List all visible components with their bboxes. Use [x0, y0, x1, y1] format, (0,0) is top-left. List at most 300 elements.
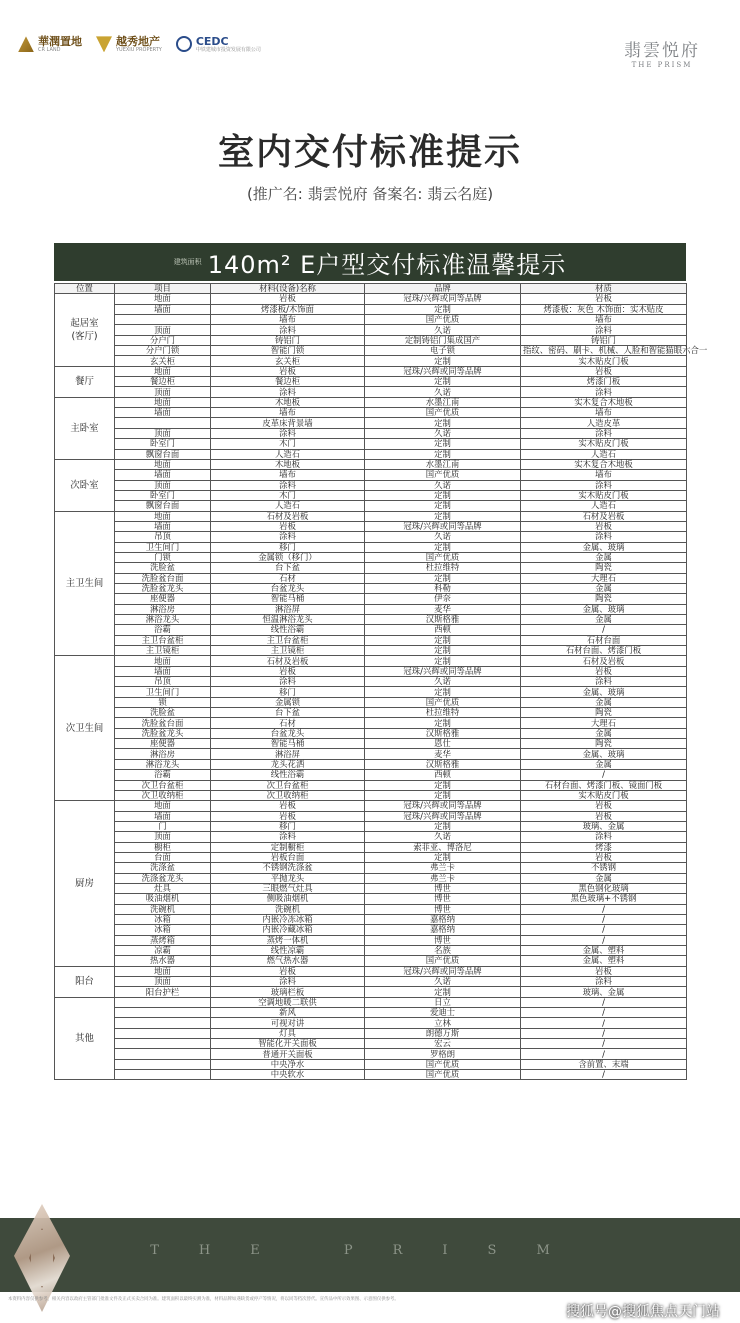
texture-cell: 实木贴皮门板	[521, 790, 687, 800]
brand-cell: 久诺	[365, 677, 521, 687]
brand-cell: 定制	[365, 304, 521, 314]
brand-cell: 定制	[365, 790, 521, 800]
table-row	[55, 387, 687, 397]
texture-cell: 金属	[521, 759, 687, 769]
material-cell: 木门	[211, 490, 365, 500]
texture-cell: /	[521, 925, 687, 935]
item-cell	[115, 1039, 211, 1049]
material-cell: 智能马桶	[211, 739, 365, 749]
header	[0, 0, 740, 80]
material-cell: 岩板	[211, 366, 365, 376]
brand-cell: 冠珠/兴辉或同等品牌	[365, 666, 521, 676]
material-cell: 恒温淋浴龙头	[211, 615, 365, 625]
brand-cell: 宏云	[365, 1039, 521, 1049]
material-cell: 次卫台盆柜	[211, 780, 365, 790]
header-brand: 品牌	[365, 284, 521, 294]
brand-cell: 杜拉维特	[365, 563, 521, 573]
brand-cell: 久诺	[365, 428, 521, 438]
brand-cell: 定制	[365, 687, 521, 697]
brand-cell: 久诺	[365, 832, 521, 842]
brand-cell: 冠珠/兴辉或同等品牌	[365, 294, 521, 304]
texture-cell: 岩板	[521, 366, 687, 376]
texture-cell: /	[521, 770, 687, 780]
brand-cell: 冠珠/兴辉或同等品牌	[365, 366, 521, 376]
table-row	[55, 801, 687, 811]
texture-cell: 金属	[521, 615, 687, 625]
texture-cell: 陶瓷	[521, 708, 687, 718]
texture-cell: 金属、玻璃	[521, 542, 687, 552]
material-cell: 台盆龙头	[211, 583, 365, 593]
brand-name-cn: 翡雲悦府	[624, 41, 700, 61]
texture-cell: /	[521, 914, 687, 924]
brand-cell: 定制	[365, 821, 521, 831]
cedc-logo-icon	[176, 36, 192, 52]
watermark: 搜狐号@搜狐焦点天门站	[566, 1304, 720, 1320]
texture-cell: 岩板	[521, 666, 687, 676]
texture-cell: 烤漆	[521, 842, 687, 852]
table-row	[55, 987, 687, 997]
brand-cell: 博世	[365, 935, 521, 945]
item-cell: 阳台护栏	[115, 987, 211, 997]
brand-cell: 水墨江南	[365, 459, 521, 469]
table-row	[55, 759, 687, 769]
material-cell: 岩板台面	[211, 852, 365, 862]
texture-cell: 黑色玻璃+不锈钢	[521, 894, 687, 904]
material-cell: 内嵌冷藏冰箱	[211, 925, 365, 935]
item-cell: 飘窗台面	[115, 449, 211, 459]
item-cell	[115, 418, 211, 428]
item-cell: 淋浴龙头	[115, 759, 211, 769]
table-row	[55, 728, 687, 738]
texture-cell: 金属	[521, 583, 687, 593]
material-cell: 烤漆板/木饰面	[211, 304, 365, 314]
texture-cell: 人造石	[521, 449, 687, 459]
material-cell: 墙布	[211, 470, 365, 480]
item-cell: 地面	[115, 459, 211, 469]
brand-cell: 国产优质	[365, 408, 521, 418]
material-cell: 中央净水	[211, 1059, 365, 1069]
brand-cell: 冠珠/兴辉或同等品牌	[365, 801, 521, 811]
table-row	[55, 346, 687, 356]
material-cell: 智能马桶	[211, 594, 365, 604]
brand-cell: 定制	[365, 656, 521, 666]
brand-cell: 国产优质	[365, 956, 521, 966]
brand-cell: 西顿	[365, 770, 521, 780]
table-row	[55, 935, 687, 945]
material-cell: 木门	[211, 439, 365, 449]
item-cell: 顶面	[115, 977, 211, 987]
texture-cell: 陶瓷	[521, 563, 687, 573]
brand-cell: 定制铸铝门集成国产	[365, 335, 521, 345]
brand-cell: 定制	[365, 511, 521, 521]
texture-cell: /	[521, 1039, 687, 1049]
item-cell: 顶面	[115, 480, 211, 490]
table-row	[55, 832, 687, 842]
texture-cell: 石材台面	[521, 635, 687, 645]
brand-cell: 定制	[365, 377, 521, 387]
material-cell: 新风	[211, 1008, 365, 1018]
brand-cell: 定制	[365, 501, 521, 511]
item-cell: 墙面	[115, 304, 211, 314]
brand-cell: 博世	[365, 894, 521, 904]
brand-cell: 爱迪士	[365, 1008, 521, 1018]
header-location: 位置	[55, 284, 115, 294]
table-row	[55, 1039, 687, 1049]
item-cell	[115, 1070, 211, 1080]
material-cell: 定制橱柜	[211, 842, 365, 852]
texture-cell: 金属、玻璃	[521, 604, 687, 614]
texture-cell: 玻璃、金属	[521, 821, 687, 831]
table-row	[55, 635, 687, 645]
material-cell: 台下盆	[211, 708, 365, 718]
brand-cell: 定制	[365, 646, 521, 656]
material-cell: 洗碗机	[211, 904, 365, 914]
texture-cell: 涂料	[521, 832, 687, 842]
texture-cell: /	[521, 1018, 687, 1028]
table-body	[55, 293, 708, 1080]
material-cell: 线性浴霸	[211, 625, 365, 635]
table-row	[55, 604, 687, 614]
texture-cell: 实木贴皮门板	[521, 439, 687, 449]
texture-cell: 涂料	[521, 428, 687, 438]
texture-cell: /	[521, 997, 687, 1007]
item-cell: 锁	[115, 697, 211, 707]
brand-cell: 弗兰卡	[365, 873, 521, 883]
item-cell: 分户门	[115, 335, 211, 345]
item-cell: 餐边柜	[115, 377, 211, 387]
item-cell: 顶面	[115, 428, 211, 438]
table-row	[55, 697, 687, 707]
texture-cell: 陶瓷	[521, 739, 687, 749]
table-row	[55, 532, 687, 542]
texture-cell: 岩板	[521, 811, 687, 821]
brand-cell: 久诺	[365, 532, 521, 542]
table-row	[55, 925, 687, 935]
page-subtitle: (推广名: 翡雲悦府 备案名: 翡云名庭)	[246, 185, 494, 203]
material-cell: 涂料	[211, 677, 365, 687]
texture-cell: /	[521, 1070, 687, 1080]
table-row	[55, 480, 687, 490]
material-cell: 玻璃栏板	[211, 987, 365, 997]
table-row	[55, 852, 687, 862]
item-cell: 吊顶	[115, 677, 211, 687]
brand-cell: 西顿	[365, 625, 521, 635]
texture-cell: 含前置、末端	[521, 1059, 687, 1069]
texture-cell: 石材台面、烤漆门板、镜面门板	[521, 780, 687, 790]
table-row	[55, 625, 687, 635]
brand-cell: 久诺	[365, 977, 521, 987]
item-cell: 门锁	[115, 552, 211, 562]
material-cell: 涂料	[211, 428, 365, 438]
crland-logo-icon	[18, 36, 34, 52]
texture-cell: 涂料	[521, 977, 687, 987]
table-row	[55, 501, 687, 511]
location-cell: 起居室 (客厅)	[55, 294, 115, 366]
texture-cell: /	[521, 904, 687, 914]
brand-cell: 国产优质	[365, 315, 521, 325]
table-row	[55, 863, 687, 873]
table-row	[55, 542, 687, 552]
material-cell: 岩板	[211, 294, 365, 304]
brand-cell: 定制	[365, 449, 521, 459]
item-cell: 蒸烤箱	[115, 935, 211, 945]
brand-cell: 麦华	[365, 604, 521, 614]
material-cell: 主卫台盆柜	[211, 635, 365, 645]
table-row	[55, 563, 687, 573]
table-row	[55, 770, 687, 780]
location-cell: 次卫生间	[55, 656, 115, 801]
texture-cell: 金属	[521, 697, 687, 707]
table-row	[55, 335, 687, 345]
texture-cell: 指纹、密码、刷卡、机械、人脸和智能猫眼六合一	[521, 346, 687, 356]
table-row	[55, 894, 687, 904]
brand-cell: 冠珠/兴辉或同等品牌	[365, 811, 521, 821]
texture-cell: 金属	[521, 873, 687, 883]
table-row	[55, 1070, 687, 1080]
brand-cell: 定制	[365, 490, 521, 500]
brand-cell: 汉斯格雅	[365, 615, 521, 625]
table-row	[55, 780, 687, 790]
texture-cell: /	[521, 625, 687, 635]
cedc-logo: CEDC 中铁建城市投资发展有限公司	[176, 36, 261, 53]
delivery-standard-table	[54, 283, 708, 1080]
table-row	[55, 428, 687, 438]
brand-cell: 弗兰卡	[365, 863, 521, 873]
texture-cell: 岩板	[521, 294, 687, 304]
item-cell: 浴霸	[115, 625, 211, 635]
item-cell: 洗碗机	[115, 904, 211, 914]
table-row	[55, 408, 687, 418]
brand-cell: 汉斯格雅	[365, 728, 521, 738]
brand-cell: 恩仕	[365, 739, 521, 749]
material-cell: 岩板	[211, 801, 365, 811]
texture-cell: 大理石	[521, 573, 687, 583]
table-row	[55, 708, 687, 718]
brand-cell: 定制	[365, 718, 521, 728]
texture-cell: 金属、塑料	[521, 956, 687, 966]
table-row	[55, 1008, 687, 1018]
texture-cell: 金属	[521, 552, 687, 562]
brand-cell: 国产优质	[365, 1070, 521, 1080]
table-row	[55, 470, 687, 480]
table-row	[55, 739, 687, 749]
texture-cell: 涂料	[521, 677, 687, 687]
material-cell: 木地板	[211, 397, 365, 407]
disclaimer: 本资料内容仅供参考，相关内容以政府主管部门批准文件及正式买卖合同为准。建筑面积以最终实测为准，材料品牌如遇缺货或停产等情况，将以同等档次替代。宣传品中所示效果图、示意图仅供参考。	[8, 1297, 399, 1302]
table-row	[55, 811, 687, 821]
table-row	[55, 997, 687, 1007]
header-item: 项目	[115, 284, 211, 294]
item-cell: 主卫镜柜	[115, 646, 211, 656]
developer-logos	[18, 36, 261, 53]
material-cell: 涂料	[211, 832, 365, 842]
material-cell: 移门	[211, 687, 365, 697]
brand-cell: 水墨江南	[365, 397, 521, 407]
texture-cell: 实木复合木地板	[521, 397, 687, 407]
item-cell: 洗脸盆龙头	[115, 728, 211, 738]
brand-cell: 久诺	[365, 325, 521, 335]
item-cell: 卧室门	[115, 439, 211, 449]
material-cell: 龙头花洒	[211, 759, 365, 769]
material-cell: 岩板	[211, 521, 365, 531]
material-cell: 金属锁（移门）	[211, 552, 365, 562]
brand-cell: 嘉格纳	[365, 925, 521, 935]
material-cell: 侧吸油烟机	[211, 894, 365, 904]
brand-cell: 国产优质	[365, 1059, 521, 1069]
item-cell: 灶具	[115, 883, 211, 893]
texture-cell: /	[521, 1008, 687, 1018]
material-cell: 主卫镜柜	[211, 646, 365, 656]
item-cell: 冰箱	[115, 925, 211, 935]
table-row	[55, 666, 687, 676]
item-cell: 地面	[115, 656, 211, 666]
item-cell: 顶面	[115, 832, 211, 842]
item-cell: 座便器	[115, 739, 211, 749]
page-title: 室内交付标准提示	[217, 132, 522, 173]
item-cell: 墙面	[115, 811, 211, 821]
brand-cell: 定制	[365, 418, 521, 428]
brand-cell: 麦华	[365, 749, 521, 759]
texture-cell: 大理石	[521, 718, 687, 728]
location-cell: 厨房	[55, 801, 115, 967]
table-row	[55, 977, 687, 987]
texture-cell: /	[521, 1028, 687, 1038]
texture-cell: 烤漆门板	[521, 377, 687, 387]
brand-cell: 定制	[365, 987, 521, 997]
table-row	[55, 418, 687, 428]
item-cell: 墙面	[115, 408, 211, 418]
material-cell: 墙布	[211, 315, 365, 325]
material-cell: 内嵌冷冻冰箱	[211, 914, 365, 924]
material-cell: 木地板	[211, 459, 365, 469]
item-cell: 热水器	[115, 956, 211, 966]
table-row	[55, 1028, 687, 1038]
brand-cell: 日立	[365, 997, 521, 1007]
brand-cell: 伊奈	[365, 594, 521, 604]
table-row	[55, 966, 687, 976]
brand-cell: 国产优质	[365, 697, 521, 707]
table-row	[55, 749, 687, 759]
material-cell: 人造石	[211, 449, 365, 459]
material-cell: 岩板	[211, 811, 365, 821]
texture-cell: 岩板	[521, 852, 687, 862]
item-cell: 浴霸	[115, 770, 211, 780]
texture-cell: 金属、玻璃	[521, 687, 687, 697]
item-cell: 洗涤盆	[115, 863, 211, 873]
brand-cell: 冠珠/兴辉或同等品牌	[365, 521, 521, 531]
table-row	[55, 511, 687, 521]
brand-cell: 博世	[365, 883, 521, 893]
item-cell	[115, 315, 211, 325]
table-row	[55, 521, 687, 531]
footer-prism-text: THE PRISM	[150, 1243, 590, 1258]
material-cell: 蒸烤一体机	[211, 935, 365, 945]
item-cell: 洗涤盆龙头	[115, 873, 211, 883]
table-row	[55, 449, 687, 459]
item-cell: 洗脸盆	[115, 708, 211, 718]
table-row	[55, 490, 687, 500]
brand-cell: 索菲亚、博洛尼	[365, 842, 521, 852]
texture-cell: 涂料	[521, 480, 687, 490]
table-row	[55, 656, 687, 666]
brand-cell: 名族	[365, 946, 521, 956]
table-row	[55, 687, 687, 697]
item-cell: 地面	[115, 801, 211, 811]
item-cell: 洗脸盆	[115, 563, 211, 573]
table-row	[55, 1059, 687, 1069]
material-cell: 石材及岩板	[211, 511, 365, 521]
table-row	[55, 366, 687, 376]
item-cell	[115, 1049, 211, 1059]
item-cell: 座便器	[115, 594, 211, 604]
item-cell: 冰箱	[115, 914, 211, 924]
table-row	[55, 356, 687, 366]
table-row	[55, 552, 687, 562]
table-row	[55, 956, 687, 966]
material-cell: 普通开关面板	[211, 1049, 365, 1059]
brand-cell: 朗德万斯	[365, 1028, 521, 1038]
brand-cell: 定制	[365, 356, 521, 366]
texture-cell: 实木贴皮门板	[521, 356, 687, 366]
texture-cell: 墙布	[521, 315, 687, 325]
table-row	[55, 439, 687, 449]
project-brand	[624, 36, 700, 69]
material-cell: 涂料	[211, 977, 365, 987]
material-cell: 岩板	[211, 966, 365, 976]
material-cell: 淋浴屏	[211, 604, 365, 614]
item-cell: 凉霸	[115, 946, 211, 956]
texture-cell: 金属	[521, 728, 687, 738]
item-cell: 卫生间门	[115, 687, 211, 697]
item-cell: 顶面	[115, 325, 211, 335]
banner-text: 140m² E户型交付标准温馨提示	[207, 250, 567, 279]
material-cell: 石材	[211, 718, 365, 728]
item-cell: 淋浴房	[115, 749, 211, 759]
item-cell: 卫生间门	[115, 542, 211, 552]
texture-cell: 金属、玻璃	[521, 749, 687, 759]
material-cell: 皮革床背景墙	[211, 418, 365, 428]
texture-cell: 涂料	[521, 387, 687, 397]
material-cell: 平抛龙头	[211, 873, 365, 883]
brand-cell: 定制	[365, 439, 521, 449]
material-cell: 台盆龙头	[211, 728, 365, 738]
item-cell: 洗脸盆龙头	[115, 583, 211, 593]
material-cell: 岩板	[211, 666, 365, 676]
item-cell: 吸油烟机	[115, 894, 211, 904]
table-row	[55, 790, 687, 800]
location-cell: 其他	[55, 997, 115, 1080]
texture-cell: 人造皮革	[521, 418, 687, 428]
brand-cell: 定制	[365, 852, 521, 862]
material-cell: 墙布	[211, 408, 365, 418]
material-cell: 淋浴屏	[211, 749, 365, 759]
item-cell: 地面	[115, 294, 211, 304]
brand-cell: 定制	[365, 635, 521, 645]
material-cell: 铸铝门	[211, 335, 365, 345]
item-cell: 地面	[115, 966, 211, 976]
item-cell: 玄关柜	[115, 356, 211, 366]
item-cell: 墙面	[115, 470, 211, 480]
texture-cell: /	[521, 1049, 687, 1059]
texture-cell: 涂料	[521, 532, 687, 542]
table-row	[55, 873, 687, 883]
table-row	[55, 946, 687, 956]
item-cell: 顶面	[115, 387, 211, 397]
item-cell: 吊顶	[115, 532, 211, 542]
brand-cell: 国产优质	[365, 470, 521, 480]
material-cell: 可视对讲	[211, 1018, 365, 1028]
table-header-row	[55, 284, 687, 294]
